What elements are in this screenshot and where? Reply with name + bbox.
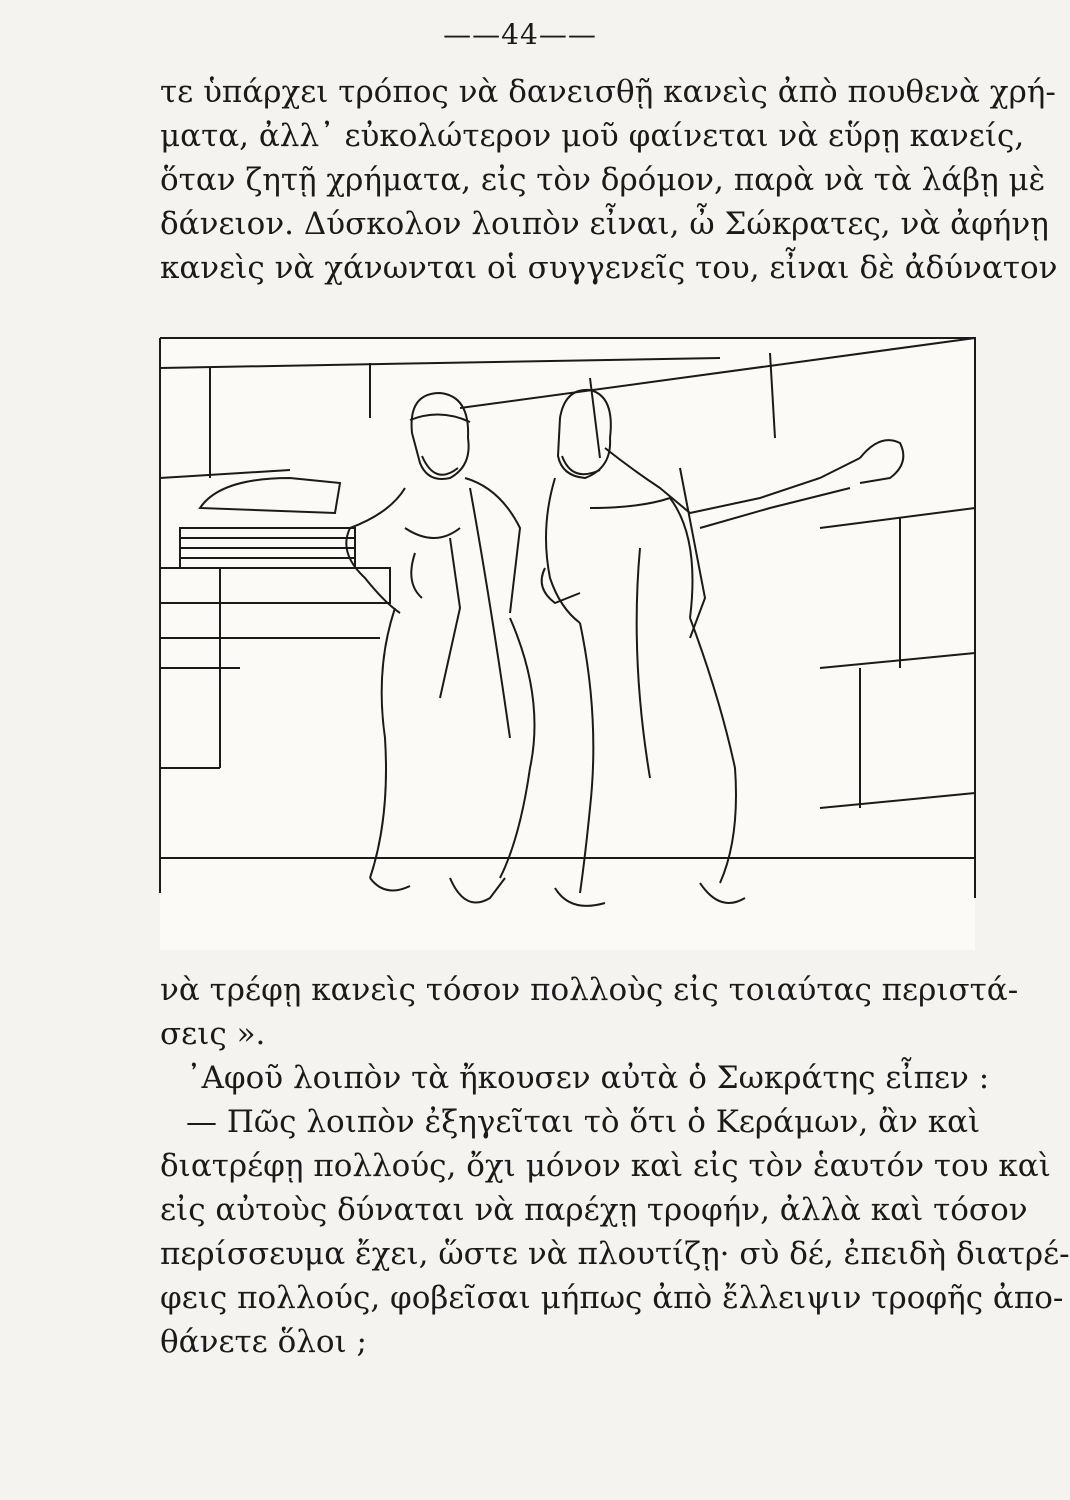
page-number-dash-left: —— [443, 18, 502, 51]
text-line: ὅταν ζητῇ χρήματα, εἰς τὸν δρόμον, παρὰ νὰ τὰ λάβῃ μὲ [160, 162, 1046, 198]
text-line: περίσσευμα ἔχει, ὥστε νὰ πλουτίζῃ· σὺ δέ, ἐπειδὴ διατρέ- [160, 1236, 1070, 1272]
top-paragraph [160, 70, 1058, 290]
illustration-drawing [160, 338, 975, 950]
bottom-paragraph [160, 968, 1070, 1364]
page-number-dash-right: —— [538, 18, 597, 51]
text-line: σεις ». [160, 1016, 266, 1052]
page-number [0, 18, 1040, 51]
text-line: ᾽Αφοῦ λοιπὸν τὰ ἤκουσεν αὐτὰ ὁ Σωκράτης εἶπεν : [186, 1060, 990, 1096]
text-line: διατρέφῃ πολλούς, ὄχι μόνον καὶ εἰς τὸν ἑαυτόν του καὶ [160, 1148, 1051, 1184]
text-line: ματα, ἀλλ᾽ εὐκολώτερον μοῦ φαίνεται νὰ εὕρῃ κανείς, [160, 118, 1025, 154]
text-line: δάνειον. Δύσκολον λοιπὸν εἶναι, ὦ Σώκρατες, νὰ ἀφήνῃ [160, 206, 1049, 242]
text-line: νὰ τρέφῃ κανεὶς τόσον πολλοὺς εἰς τοιαύτας περιστά- [160, 972, 1019, 1008]
text-line: θάνετε ὅλοι ; [160, 1324, 367, 1360]
text-line: εἰς αὐτοὺς δύναται νὰ παρέχῃ τροφήν, ἀλλὰ καὶ τόσον [160, 1192, 1028, 1228]
page-number-value: 44 [501, 18, 539, 51]
text-line: — Πῶς λοιπὸν ἐξηγεῖται τὸ ὅτι ὁ Κεράμων, ἂν καὶ [186, 1104, 981, 1140]
text-line: τε ὑπάρχει τρόπος νὰ δανεισθῇ κανεὶς ἀπὸ πουθενὰ χρή- [160, 74, 1056, 110]
text-line: κανεὶς νὰ χάνωνται οἱ συγγενεῖς του, εἶναι δὲ ἀδύνατον [160, 250, 1058, 286]
illustration-two-philosophers [160, 338, 975, 950]
text-line: φεις πολλούς, φοβεῖσαι μήπως ἀπὸ ἔλλειψιν τροφῆς ἀπο- [160, 1280, 1064, 1316]
